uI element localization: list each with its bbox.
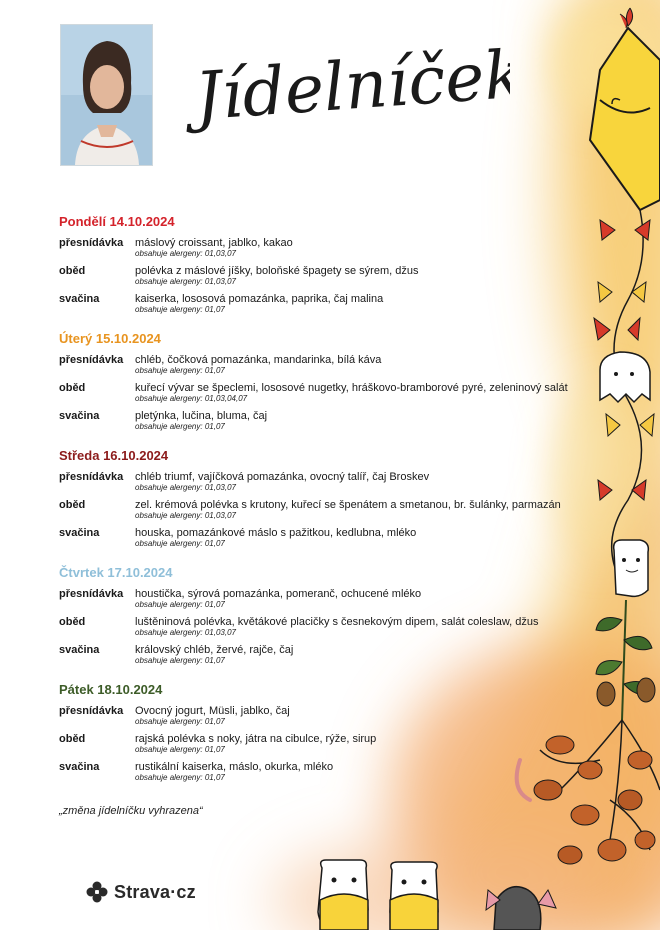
day-title: Úterý 15.10.2024 [59,331,161,346]
meal-text: luštěninová polévka, květákové placičky s česnekovým dipem, salát coleslaw, džus [135,616,539,628]
meal-allergens: obsahuje alergeny: 01,03,04,07 [135,394,248,403]
meal-text: polévka z máslové jíšky, boloňské špagety se sýrem, džus [135,265,419,277]
meal-label: oběd [59,382,86,394]
meal-allergens: obsahuje alergeny: 01,07 [135,745,225,754]
teacher-photo [61,25,152,165]
meal-text: Ovocný jogurt, Müsli, jablko, čaj [135,705,290,717]
meal-allergens: obsahuje alergeny: 01,07 [135,656,225,665]
logo-text: Strava·cz [114,881,196,902]
change-note: „změna jídelníčku vyhrazena“ [59,805,203,817]
meal-row [59,264,599,292]
meal-text: rustikální kaiserka, máslo, okurka, mléko [135,761,334,773]
day-title: Středa 16.10.2024 [59,448,169,463]
day-section [59,681,599,788]
meal-row [59,292,599,320]
meal-label: svačina [59,761,100,773]
meal-row [59,704,599,732]
person-portrait-icon [61,25,152,165]
meal-text: houska, pomazánkové máslo s pažitkou, kedlubna, mléko [135,527,417,539]
meal-label: přesnídávka [59,705,124,717]
meal-row [59,732,599,760]
meal-text: máslový croissant, jablko, kakao [135,237,293,249]
meal-text: pletýnka, lučina, bluma, čaj [135,410,268,422]
meal-row [59,236,599,264]
meal-label: svačina [59,293,100,305]
meal-allergens: obsahuje alergeny: 01,03,07 [135,249,236,258]
meal-row [59,526,599,554]
title-text: Jídelníček [192,35,510,136]
meal-allergens: obsahuje alergeny: 01,03,07 [135,483,236,492]
meal-label: svačina [59,527,100,539]
menu-list [59,213,599,798]
meal-allergens: obsahuje alergeny: 01,07 [135,539,225,548]
meal-allergens: obsahuje alergeny: 01,07 [135,422,225,431]
meal-label: přesnídávka [59,471,124,483]
meal-allergens: obsahuje alergeny: 01,07 [135,600,225,609]
meal-label: přesnídávka [59,588,124,600]
meal-label: svačina [59,410,100,422]
meal-text: rajská polévka s noky, játra na cibulce, rýže, sirup [135,733,377,745]
meal-row [59,470,599,498]
meal-label: přesnídávka [59,237,124,249]
meal-text: kuřecí vývar se špeclemi, lososové nugetky, hráškovo-bramborové pyré, zeleninový salát [135,382,568,394]
page-title [180,10,510,140]
meal-row [59,381,599,409]
meal-label: oběd [59,499,86,511]
meal-text: zel. krémová polévka s krutony, kuřecí se špenátem a smetanou, br. šulánky, parmazán [135,499,561,511]
day-section [59,447,599,554]
meal-allergens: obsahuje alergeny: 01,07 [135,305,225,314]
meal-row [59,615,599,643]
meal-row [59,643,599,671]
day-title: Pondělí 14.10.2024 [59,214,175,229]
meal-row [59,409,599,437]
meal-allergens: obsahuje alergeny: 01,03,07 [135,277,236,286]
meal-row [59,587,599,615]
meal-text: chléb, čočková pomazánka, mandarinka, bílá káva [135,354,382,366]
strava-logo[interactable] [86,880,196,904]
day-section [59,564,599,671]
meal-label: oběd [59,265,86,277]
meal-label: oběd [59,616,86,628]
meal-text: houstička, sýrová pomazánka, pomeranč, ochucené mléko [135,588,422,600]
meal-allergens: obsahuje alergeny: 01,03,07 [135,628,236,637]
day-title: Čtvrtek 17.10.2024 [59,565,173,580]
day-section [59,330,599,437]
meal-allergens: obsahuje alergeny: 01,07 [135,366,225,375]
day-title: Pátek 18.10.2024 [59,682,163,697]
meal-text: kaiserka, lososová pomazánka, paprika, čaj malina [135,293,384,305]
meal-label: oběd [59,733,86,745]
meal-text: chléb triumf, vajíčková pomazánka, ovocný talíř, čaj Broskev [135,471,430,483]
meal-label: svačina [59,644,100,656]
day-section [59,213,599,320]
meal-row [59,760,599,788]
meal-allergens: obsahuje alergeny: 01,03,07 [135,511,236,520]
meal-allergens: obsahuje alergeny: 01,07 [135,717,225,726]
meal-row [59,353,599,381]
meal-allergens: obsahuje alergeny: 01,07 [135,773,225,782]
meal-text: královský chléb, žervé, rajče, čaj [135,644,294,656]
meal-row [59,498,599,526]
meal-label: přesnídávka [59,354,124,366]
strava-flower-icon [86,881,108,903]
